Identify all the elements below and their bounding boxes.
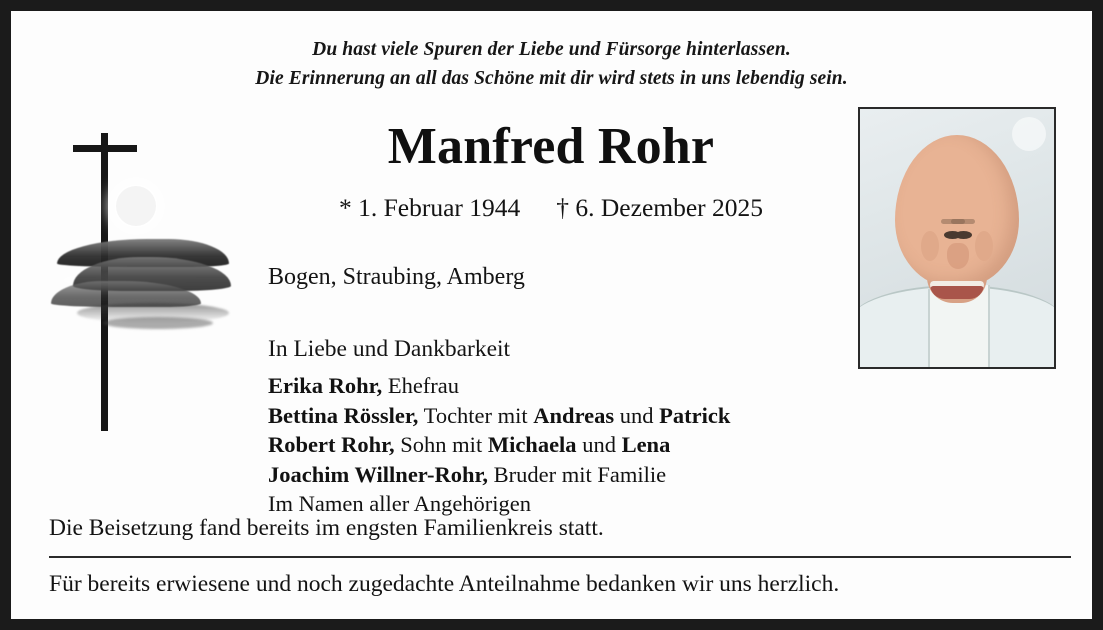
verse-line-1: Du hast viele Spuren der Liebe und Fürsorge hinterlassen. <box>312 39 791 60</box>
obituary-inner <box>11 11 1092 619</box>
list-item <box>268 430 846 460</box>
memorial-verse <box>11 35 1092 93</box>
birth-date: * 1. Februar 1944 <box>338 193 521 222</box>
family-relation: Sohn mit <box>394 432 488 457</box>
family-member-name: Bettina Rössler, <box>268 402 419 428</box>
photo-highlight <box>1012 117 1046 151</box>
family-partner-name: Michaela <box>487 432 577 457</box>
main-text-column <box>256 111 846 519</box>
photo-mouth <box>930 281 984 299</box>
family-partner-name: Andreas <box>533 402 615 428</box>
photo-nose <box>947 243 969 269</box>
photo-eye-right <box>944 231 961 239</box>
photo-brow-right <box>941 219 965 224</box>
on-behalf-line: Im Namen aller Angehörigen <box>268 491 532 516</box>
photo-ear-left <box>921 231 939 261</box>
portrait-photo <box>858 107 1056 369</box>
family-member-name: Joachim Willner-Rohr, <box>268 461 489 487</box>
cross-icon-bar <box>73 145 137 152</box>
family-relation: Bruder mit Familie <box>488 461 667 487</box>
death-date: † 6. Dezember 2025 <box>556 193 764 222</box>
family-conjunction: und <box>576 432 622 457</box>
family-partner-name-2: Lena <box>621 432 671 457</box>
family-relation: Ehefrau <box>382 373 460 398</box>
family-partner-name-2: Patrick <box>659 402 731 428</box>
places-line: Bogen, Straubing, Amberg <box>268 264 525 290</box>
list-item <box>268 460 846 490</box>
dedication-line: In Liebe und Dankbarkeit <box>268 336 511 362</box>
verse-line-2: Die Erinnerung an all das Schöne mit dir wird stets in uns lebendig sein. <box>255 68 848 89</box>
family-relation: Tochter mit <box>418 402 534 428</box>
list-item <box>268 401 846 431</box>
water-shape <box>103 317 213 329</box>
photo-ear-right <box>975 231 993 261</box>
family-member-name: Erika Rohr, <box>268 373 383 398</box>
deceased-name: Manfred Rohr <box>387 118 715 175</box>
landscape-illustration <box>51 121 246 431</box>
burial-note: Die Beisetzung fand bereits im engsten Familienkreis statt. <box>49 515 604 541</box>
divider <box>49 556 1071 558</box>
family-member-name: Robert Rohr, <box>268 432 395 457</box>
moon-icon <box>116 186 156 226</box>
list-item <box>268 371 846 401</box>
family-list <box>256 371 846 519</box>
family-conjunction: und <box>614 402 660 428</box>
life-dates <box>256 191 846 225</box>
thanks-note: Für bereits erwiesene und noch zugedachte Anteilnahme bedanken wir uns herzlich. <box>49 571 840 597</box>
